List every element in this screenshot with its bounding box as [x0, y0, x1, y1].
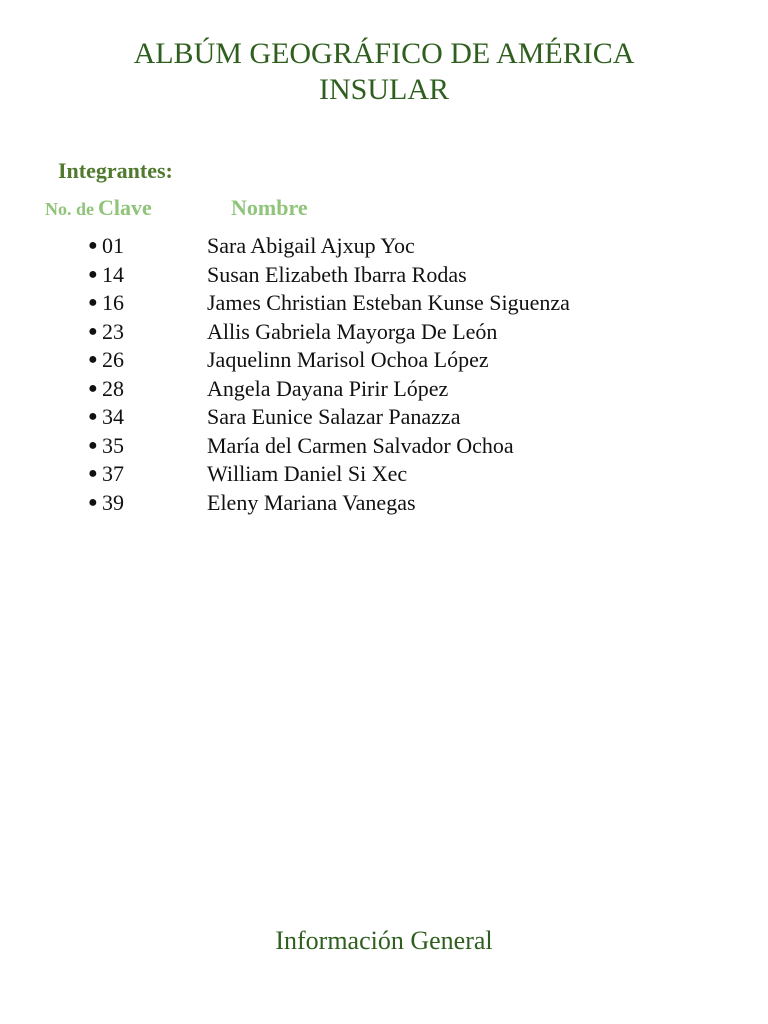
member-code: 23	[102, 318, 124, 344]
bullet-icon: ●	[88, 408, 98, 426]
bullet-icon: ●	[88, 465, 98, 483]
bullet-icon: ●	[88, 322, 98, 340]
member-name: Allis Gabriela Mayorga De León	[207, 318, 498, 344]
list-item	[88, 261, 570, 290]
bullet-icon: ●	[88, 294, 98, 312]
column-header-clave-prefix: No. de	[45, 199, 94, 219]
list-item	[88, 489, 570, 518]
page-title	[0, 36, 768, 108]
column-header-nombre: Nombre	[231, 195, 308, 220]
list-item	[88, 403, 570, 432]
member-code: 39	[102, 489, 124, 515]
list-item	[88, 432, 570, 461]
list-item	[88, 460, 570, 489]
members-list	[88, 232, 570, 517]
member-name: Angela Dayana Pirir López	[207, 375, 449, 401]
list-item	[88, 318, 570, 347]
bullet-icon: ●	[88, 493, 98, 511]
bullet-icon: ●	[88, 237, 98, 255]
list-item	[88, 289, 570, 318]
member-code: 16	[102, 290, 124, 316]
list-item	[88, 375, 570, 404]
member-code: 28	[102, 375, 124, 401]
member-name: Eleny Mariana Vanegas	[207, 489, 416, 515]
bullet-icon: ●	[88, 436, 98, 454]
bullet-icon: ●	[88, 351, 98, 369]
member-code: 34	[102, 404, 124, 430]
member-name: William Daniel Si Xec	[207, 461, 408, 487]
member-name: María del Carmen Salvador Ochoa	[207, 432, 514, 458]
bullet-icon: ●	[88, 379, 98, 397]
member-code: 37	[102, 461, 124, 487]
member-code: 35	[102, 432, 124, 458]
title-line-2: INSULAR	[318, 73, 449, 106]
column-header-clave	[45, 195, 152, 221]
members-heading: Integrantes:	[58, 158, 173, 183]
list-item	[88, 232, 570, 261]
title-line-1: ALBÚM GEOGRÁFICO DE AMÉRICA	[133, 37, 635, 70]
member-name: James Christian Esteban Kunse Siguenza	[207, 290, 570, 316]
list-item	[88, 346, 570, 375]
member-code: 01	[102, 233, 124, 259]
column-header-clave-label: Clave	[98, 195, 152, 220]
member-name: Jaquelinn Marisol Ochoa López	[207, 347, 489, 373]
bullet-icon: ●	[88, 265, 98, 283]
member-name: Susan Elizabeth Ibarra Rodas	[207, 261, 467, 287]
member-name: Sara Abigail Ajxup Yoc	[207, 233, 415, 259]
footer-heading: Información General	[275, 926, 493, 955]
member-code: 14	[102, 261, 124, 287]
member-name: Sara Eunice Salazar Panazza	[207, 404, 461, 430]
member-code: 26	[102, 347, 124, 373]
